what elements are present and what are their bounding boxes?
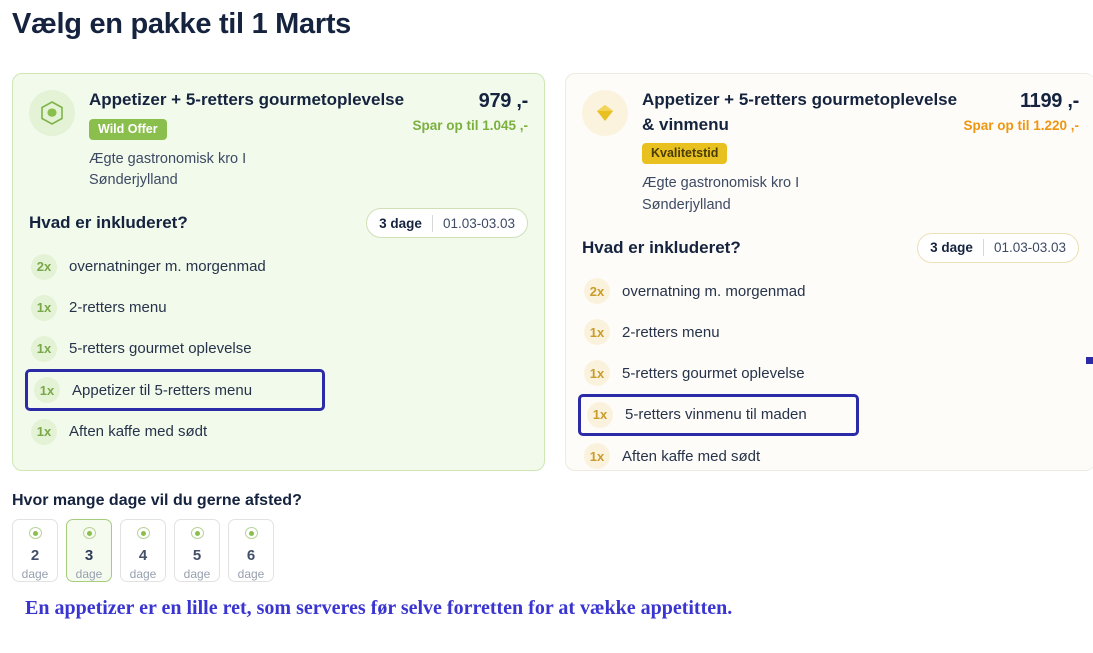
- edge-marker: [1086, 357, 1093, 364]
- day-number: 5: [192, 547, 202, 564]
- day-number: 3: [84, 547, 94, 564]
- day-unit: dage: [183, 567, 211, 581]
- day-number: 4: [138, 547, 148, 564]
- item-quantity: 1x: [584, 443, 610, 469]
- included-title: Hvad er inkluderet?: [29, 213, 188, 233]
- radio-icon-selected: [83, 527, 96, 539]
- package-subtitle: Ægte gastronomisk kro I Sønderjylland: [642, 175, 800, 214]
- item-quantity: 1x: [587, 402, 613, 428]
- day-unit: dage: [129, 567, 157, 581]
- list-item-highlighted[interactable]: [25, 369, 325, 411]
- list-item-highlighted[interactable]: [578, 394, 859, 436]
- duration-date-range: 01.03-03.03: [993, 240, 1066, 256]
- package-price: 979 ,-: [478, 90, 528, 112]
- pill-divider: [432, 215, 433, 232]
- annotation-caption: En appetizer er en lille ret, som serveres før selve forretten for at vække appetitten.: [25, 597, 733, 619]
- item-label: 2-retters menu: [622, 323, 720, 341]
- list-item[interactable]: [582, 312, 1079, 353]
- day-unit: dage: [21, 567, 49, 581]
- item-label: 2-retters menu: [69, 299, 167, 317]
- package-cards: [12, 73, 1093, 471]
- package-card-1[interactable]: [12, 73, 545, 471]
- day-unit: dage: [237, 567, 265, 581]
- package-card-1-heading: [89, 88, 412, 192]
- radio-icon: [29, 527, 42, 539]
- list-item[interactable]: [29, 411, 528, 452]
- radio-icon: [191, 527, 204, 539]
- package-price: 1199 ,-: [1019, 90, 1079, 112]
- item-label: 5-retters vinmenu til maden: [625, 406, 807, 424]
- item-label: overnatninger m. morgenmad: [69, 258, 266, 276]
- item-quantity: 1x: [31, 295, 57, 321]
- item-quantity: 2x: [584, 278, 610, 304]
- duration-date-range: 01.03-03.03: [442, 215, 515, 231]
- package-title: Appetizer + 5-retters gourmetoplevelse & vinmenu: [642, 90, 958, 134]
- package-price-box: [963, 88, 1079, 133]
- list-item[interactable]: [582, 353, 1079, 394]
- item-label: Appetizer til 5-retters menu: [72, 381, 253, 399]
- diamond-icon: [582, 90, 628, 136]
- list-item[interactable]: [29, 287, 528, 328]
- list-item[interactable]: [29, 328, 528, 369]
- included-items-1: [29, 246, 528, 452]
- day-number: 2: [30, 547, 40, 564]
- item-quantity: 1x: [584, 319, 610, 345]
- item-quantity: 2x: [31, 254, 57, 280]
- item-label: Aften kaffe med sødt: [622, 447, 761, 465]
- package-saving: Spar op til 1.220 ,-: [963, 118, 1079, 133]
- item-label: 5-retters gourmet oplevelse: [622, 364, 805, 382]
- days-question: Hvor mange dage vil du gerne afsted?: [12, 492, 302, 509]
- package-saving: Spar op til 1.045 ,-: [412, 118, 528, 133]
- day-option-6[interactable]: [228, 519, 274, 582]
- included-items-2: [582, 271, 1079, 477]
- page-title: Vælg en pakke til 1 Marts: [12, 8, 352, 40]
- package-price-box: [412, 88, 528, 133]
- package-card-1-header: [29, 88, 528, 192]
- package-card-2-header: [582, 88, 1079, 217]
- day-number: 6: [246, 547, 256, 564]
- included-row: [582, 233, 1079, 263]
- duration-pill[interactable]: [366, 208, 528, 238]
- hexagon-leaf-icon: [29, 90, 75, 136]
- included-title: Hvad er inkluderet?: [582, 237, 741, 257]
- day-option-2[interactable]: [12, 519, 58, 582]
- pill-divider: [983, 239, 984, 256]
- list-item[interactable]: [582, 436, 1079, 477]
- item-quantity: 1x: [34, 377, 60, 403]
- item-label: Aften kaffe med sødt: [69, 423, 208, 441]
- list-item[interactable]: [29, 246, 528, 287]
- item-quantity: 1x: [584, 360, 610, 386]
- radio-icon: [245, 527, 258, 539]
- item-label: 5-retters gourmet oplevelse: [69, 340, 252, 358]
- package-tag: Wild Offer: [89, 119, 167, 140]
- item-quantity: 1x: [31, 419, 57, 445]
- item-label: overnatning m. morgenmad: [622, 282, 806, 300]
- package-tag: Kvalitetstid: [642, 143, 727, 164]
- days-options: [12, 519, 274, 582]
- item-quantity: 1x: [31, 336, 57, 362]
- package-card-2-heading: [642, 88, 963, 217]
- list-item[interactable]: [582, 271, 1079, 312]
- duration-days: 3 dage: [930, 240, 973, 256]
- duration-days: 3 dage: [379, 215, 422, 231]
- included-row: [29, 208, 528, 238]
- package-subtitle: Ægte gastronomisk kro I Sønderjylland: [89, 150, 247, 189]
- day-option-3[interactable]: [66, 519, 112, 582]
- package-card-2[interactable]: [565, 73, 1093, 471]
- radio-icon: [137, 527, 150, 539]
- package-title: Appetizer + 5-retters gourmetoplevelse: [89, 90, 405, 109]
- duration-pill[interactable]: [917, 233, 1079, 263]
- day-option-4[interactable]: [120, 519, 166, 582]
- day-option-5[interactable]: [174, 519, 220, 582]
- day-unit: dage: [75, 567, 103, 581]
